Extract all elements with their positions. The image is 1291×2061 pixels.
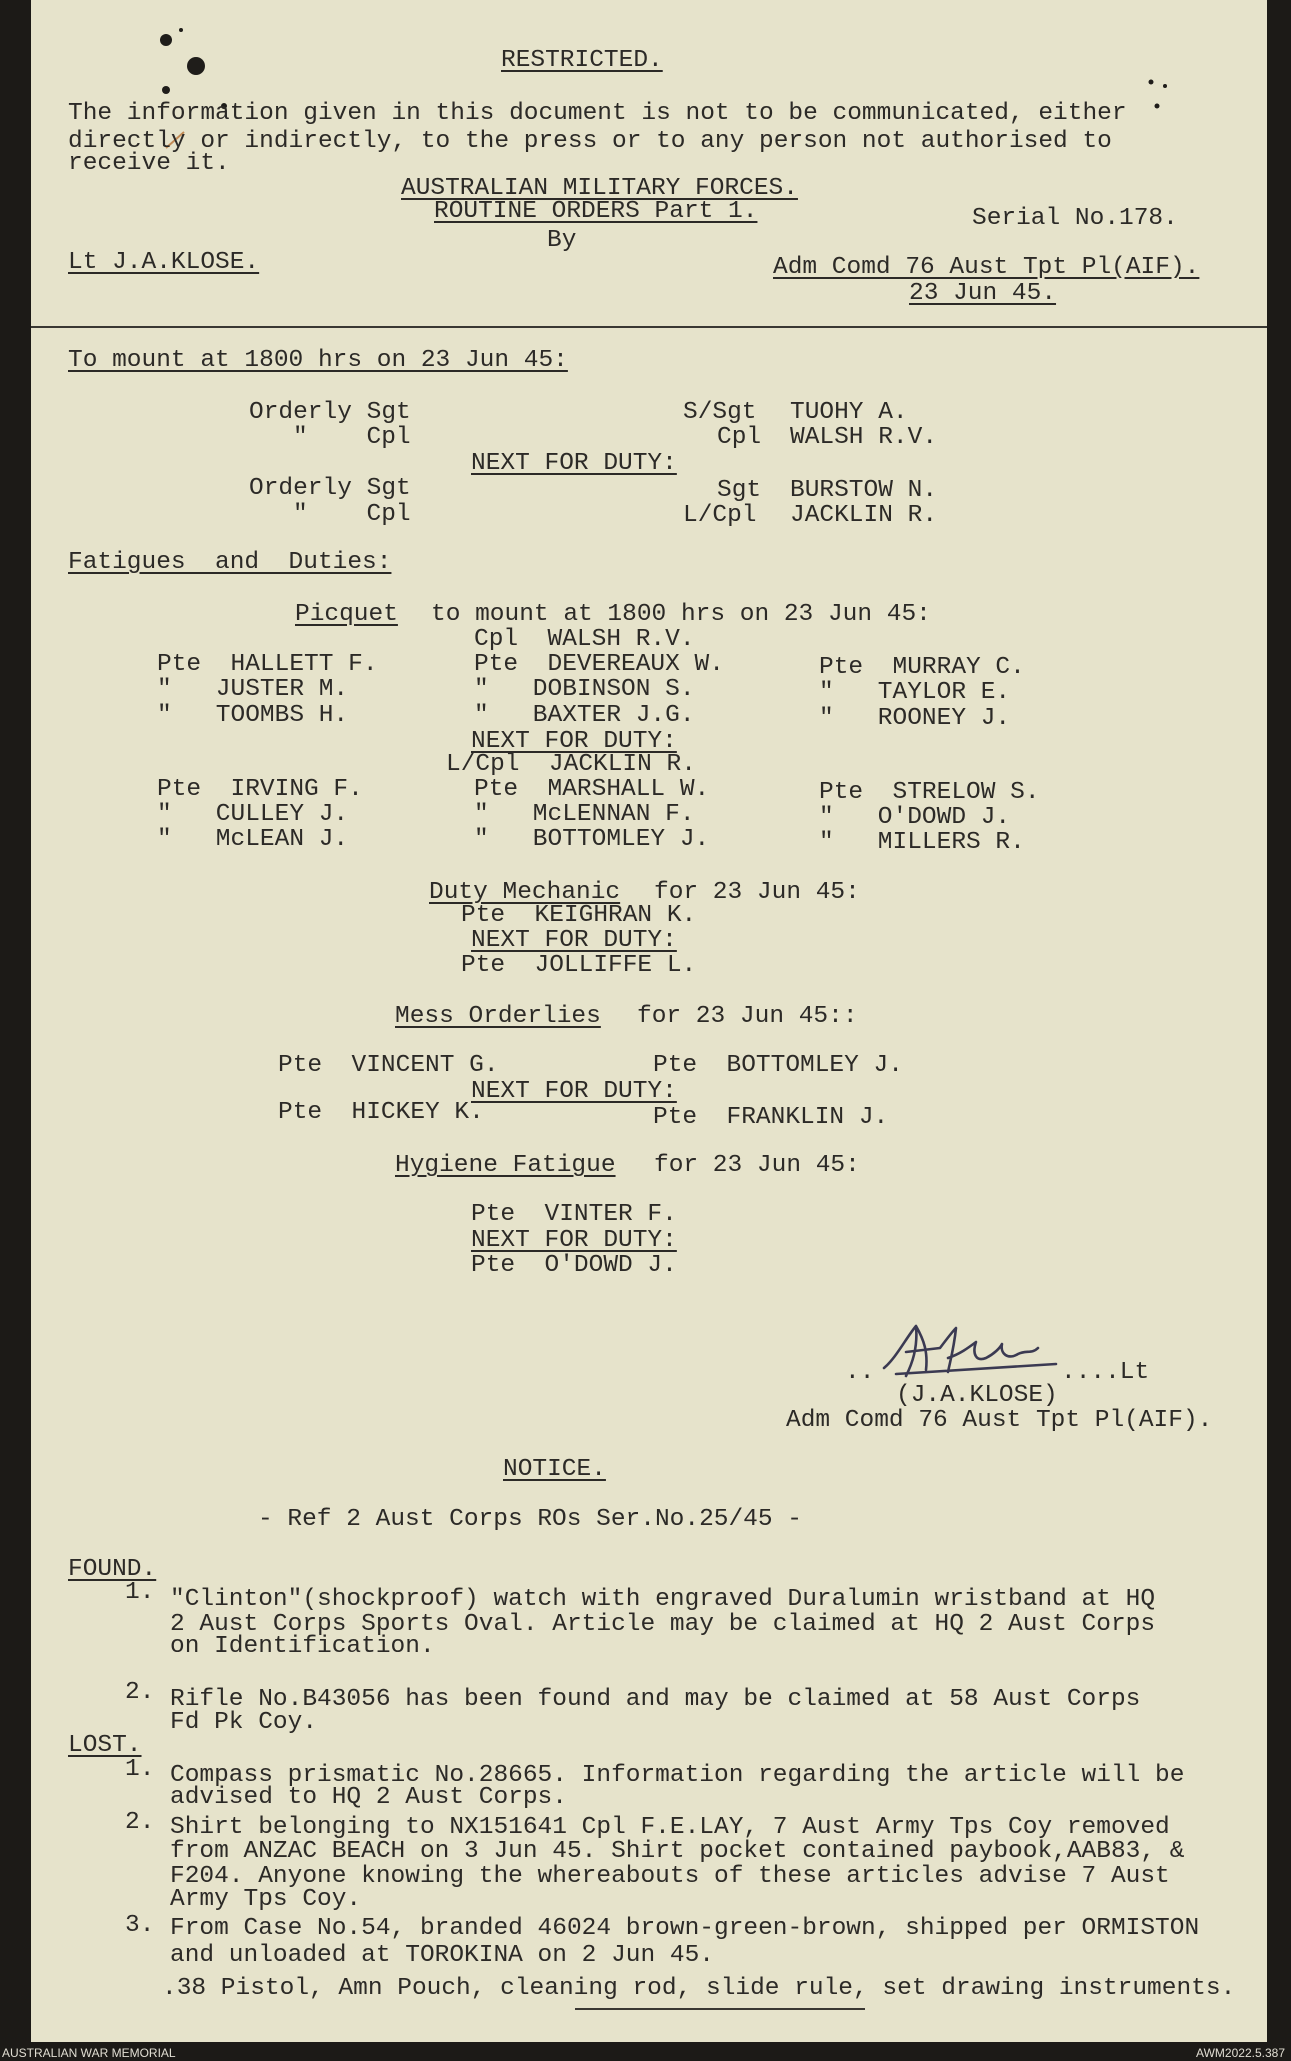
lost-item-2-line-3: F204. Anyone knowing the whereabouts of these articles advise 7 Aust <box>170 1863 1170 1890</box>
orderly-cpl-label: " Cpl <box>293 424 411 451</box>
signature-rank: ....Lt <box>1061 1359 1150 1386</box>
next-orderly-cpl-label: " Cpl <box>293 501 411 528</box>
found-item-1-line-1: "Clinton"(shockproof) watch with engraved Duralumin wristband at HQ <box>170 1586 1156 1613</box>
picquet-col1-row3: " TOOMBS H. <box>157 702 349 729</box>
issuer-appointment: Adm Comd 76 Aust Tpt Pl(AIF). <box>773 254 1200 281</box>
lost-item-1-number: 1. <box>125 1756 155 1783</box>
signature-appointment: Adm Comd 76 Aust Tpt Pl(AIF). <box>786 1407 1213 1434</box>
lost-item-3-line-2: and unloaded at TOROKINA on 2 Jun 45. <box>170 1942 714 1969</box>
mechanic-label: Duty Mechanic <box>429 879 621 906</box>
caveat-line-2: directly or indirectly, to the press or to any person not authorised to <box>68 128 1112 155</box>
classification-heading: RESTRICTED. <box>501 47 663 74</box>
fatigues-heading: Fatigues and Duties: <box>68 549 392 576</box>
caveat-line-1: The information given in this document is not to be communicated, either <box>68 100 1127 127</box>
orders-date: 23 Jun 45. <box>909 280 1057 307</box>
notice-heading: NOTICE. <box>503 1456 606 1483</box>
picquet-label: Picquet <box>295 601 398 628</box>
picquet-col3-row2: " TAYLOR E. <box>819 679 1011 706</box>
picquet-when: to mount at 1800 hrs on 23 Jun 45: <box>431 601 931 628</box>
picquet-next-col1-row1: Pte IRVING F. <box>157 776 363 803</box>
notice-reference: - Ref 2 Aust Corps ROs Ser.No.25/45 - <box>258 1506 802 1533</box>
lost-item-3-line-1: From Case No.54, branded 46024 brown-green-brown, shipped per ORMISTON <box>170 1915 1200 1942</box>
next-name-1: BURSTOW N. <box>790 477 938 504</box>
picquet-col2-row3: " BAXTER J.G. <box>474 702 695 729</box>
lost-item-2-line-1: Shirt belonging to NX151641 Cpl F.E.LAY, 7 Aust Army Tps Coy removed <box>170 1814 1170 1841</box>
document-page <box>31 0 1267 2042</box>
mess-current-1: Pte VINCENT G. <box>278 1052 499 1079</box>
mess-when: for 23 Jun 45:: <box>637 1003 858 1030</box>
lost-heading: LOST. <box>68 1732 142 1759</box>
lost-item-1-line-1: Compass prismatic No.28665. Information regarding the article will be <box>170 1762 1185 1789</box>
picquet-nco: Cpl WALSH R.V. <box>474 626 695 653</box>
hygiene-label: Hygiene Fatigue <box>395 1152 616 1179</box>
found-item-1-line-2: 2 Aust Corps Sports Oval. Article may be claimed at HQ 2 Aust Corps <box>170 1611 1156 1638</box>
footer-accession: AWM2022.5.387 <box>1196 2046 1285 2060</box>
found-item-2-line-2: Fd Pk Coy. <box>170 1709 318 1736</box>
serial-number: Serial No.178. <box>972 205 1178 232</box>
footer-credit: AUSTRALIAN WAR MEMORIAL <box>2 2046 176 2060</box>
picquet-next-nco: L/Cpl JACKLIN R. <box>446 751 696 778</box>
lost-item-2-line-2: from ANZAC BEACH on 3 Jun 45. Shirt pocket contained paybook,AAB83, & <box>170 1838 1185 1865</box>
ink-speck-icon <box>1141 76 1171 112</box>
lost-item-3-number: 3. <box>125 1912 155 1939</box>
mechanic-next: Pte JOLLIFFE L. <box>461 952 697 979</box>
bottom-underline <box>575 2008 865 2010</box>
next-orderly-sgt-label: Orderly Sgt <box>249 475 411 502</box>
caveat-line-3: receive it. <box>68 150 230 177</box>
picquet-next-col3-row3: " MILLERS R. <box>819 829 1025 856</box>
picquet-next-col1-row3: " McLEAN J. <box>157 826 349 853</box>
hygiene-current: Pte VINTER F. <box>471 1201 677 1228</box>
mess-label: Mess Orderlies <box>395 1003 601 1030</box>
orders-by: By <box>547 227 577 254</box>
lost-item-2-number: 2. <box>125 1809 155 1836</box>
picquet-next-col2-row3: " BOTTOMLEY J. <box>474 826 710 853</box>
picquet-col3-row3: " ROONEY J. <box>819 705 1011 732</box>
picquet-col1-row2: " JUSTER M. <box>157 676 349 703</box>
picquet-col2-row1: Pte DEVEREAUX W. <box>474 651 724 678</box>
signature-name: (J.A.KLOSE) <box>896 1382 1058 1409</box>
hygiene-next: Pte O'DOWD J. <box>471 1252 677 1279</box>
signature-icon <box>876 1318 1066 1388</box>
mess-next-1: Pte HICKEY K. <box>278 1099 484 1126</box>
signature-dots: .. <box>845 1359 875 1386</box>
found-item-1-line-3: on Identification. <box>170 1633 435 1660</box>
next-name-2: JACKLIN R. <box>790 502 938 529</box>
lost-item-1-line-2: advised to HQ 2 Aust Corps. <box>170 1784 567 1811</box>
lost-item-3-line-3: .38 Pistol, Amn Pouch, cleaning rod, slide rule, set drawing instruments. <box>162 1975 1236 2002</box>
orders-title: ROUTINE ORDERS Part 1. <box>434 198 758 225</box>
mess-next-2: Pte FRANKLIN J. <box>653 1104 889 1131</box>
current-name-2: WALSH R.V. <box>790 424 938 451</box>
guard-next-for-duty: NEXT FOR DUTY: <box>471 450 677 477</box>
picquet-next-col1-row2: " CULLEY J. <box>157 801 349 828</box>
header-divider <box>31 326 1267 328</box>
picquet-next-col2-row2: " McLENNAN F. <box>474 801 695 828</box>
issuer-name: Lt J.A.KLOSE. <box>68 249 260 276</box>
picquet-col2-row2: " DOBINSON S. <box>474 676 695 703</box>
lost-item-2-line-4: Army Tps Coy. <box>170 1886 362 1913</box>
orderly-sgt-label: Orderly Sgt <box>249 399 411 426</box>
hygiene-when: for 23 Jun 45: <box>654 1152 860 1179</box>
picquet-col1-row1: Pte HALLETT F. <box>157 651 378 678</box>
mess-next-for-duty: NEXT FOR DUTY: <box>471 1078 677 1105</box>
found-item-1-number: 1. <box>125 1579 155 1606</box>
found-item-2-number: 2. <box>125 1679 155 1706</box>
picquet-next-col2-row1: Pte MARSHALL W. <box>474 776 710 803</box>
organisation-title: AUSTRALIAN MILITARY FORCES. <box>401 175 798 202</box>
guard-heading: To mount at 1800 hrs on 23 Jun 45: <box>68 347 568 374</box>
mess-current-2: Pte BOTTOMLEY J. <box>653 1052 903 1079</box>
current-rank-1: S/Sgt <box>683 399 757 426</box>
found-item-2-line-1: Rifle No.B43056 has been found and may be claimed at 58 Aust Corps <box>170 1686 1141 1713</box>
next-rank-1: Sgt <box>717 477 762 504</box>
mechanic-current: Pte KEIGHRAN K. <box>461 902 697 929</box>
mechanic-when: for 23 Jun 45: <box>654 879 860 906</box>
mechanic-next-for-duty: NEXT FOR DUTY: <box>471 927 677 954</box>
picquet-next-col3-row1: Pte STRELOW S. <box>819 779 1040 806</box>
current-name-1: TUOHY A. <box>790 399 908 426</box>
current-rank-2: Cpl <box>717 424 762 451</box>
picquet-next-col3-row2: " O'DOWD J. <box>819 804 1011 831</box>
hygiene-next-for-duty: NEXT FOR DUTY: <box>471 1227 677 1254</box>
next-rank-2: L/Cpl <box>683 502 757 529</box>
picquet-col3-row1: Pte MURRAY C. <box>819 654 1025 681</box>
found-heading: FOUND. <box>68 1556 157 1583</box>
picquet-next-for-duty: NEXT FOR DUTY: <box>471 728 677 755</box>
